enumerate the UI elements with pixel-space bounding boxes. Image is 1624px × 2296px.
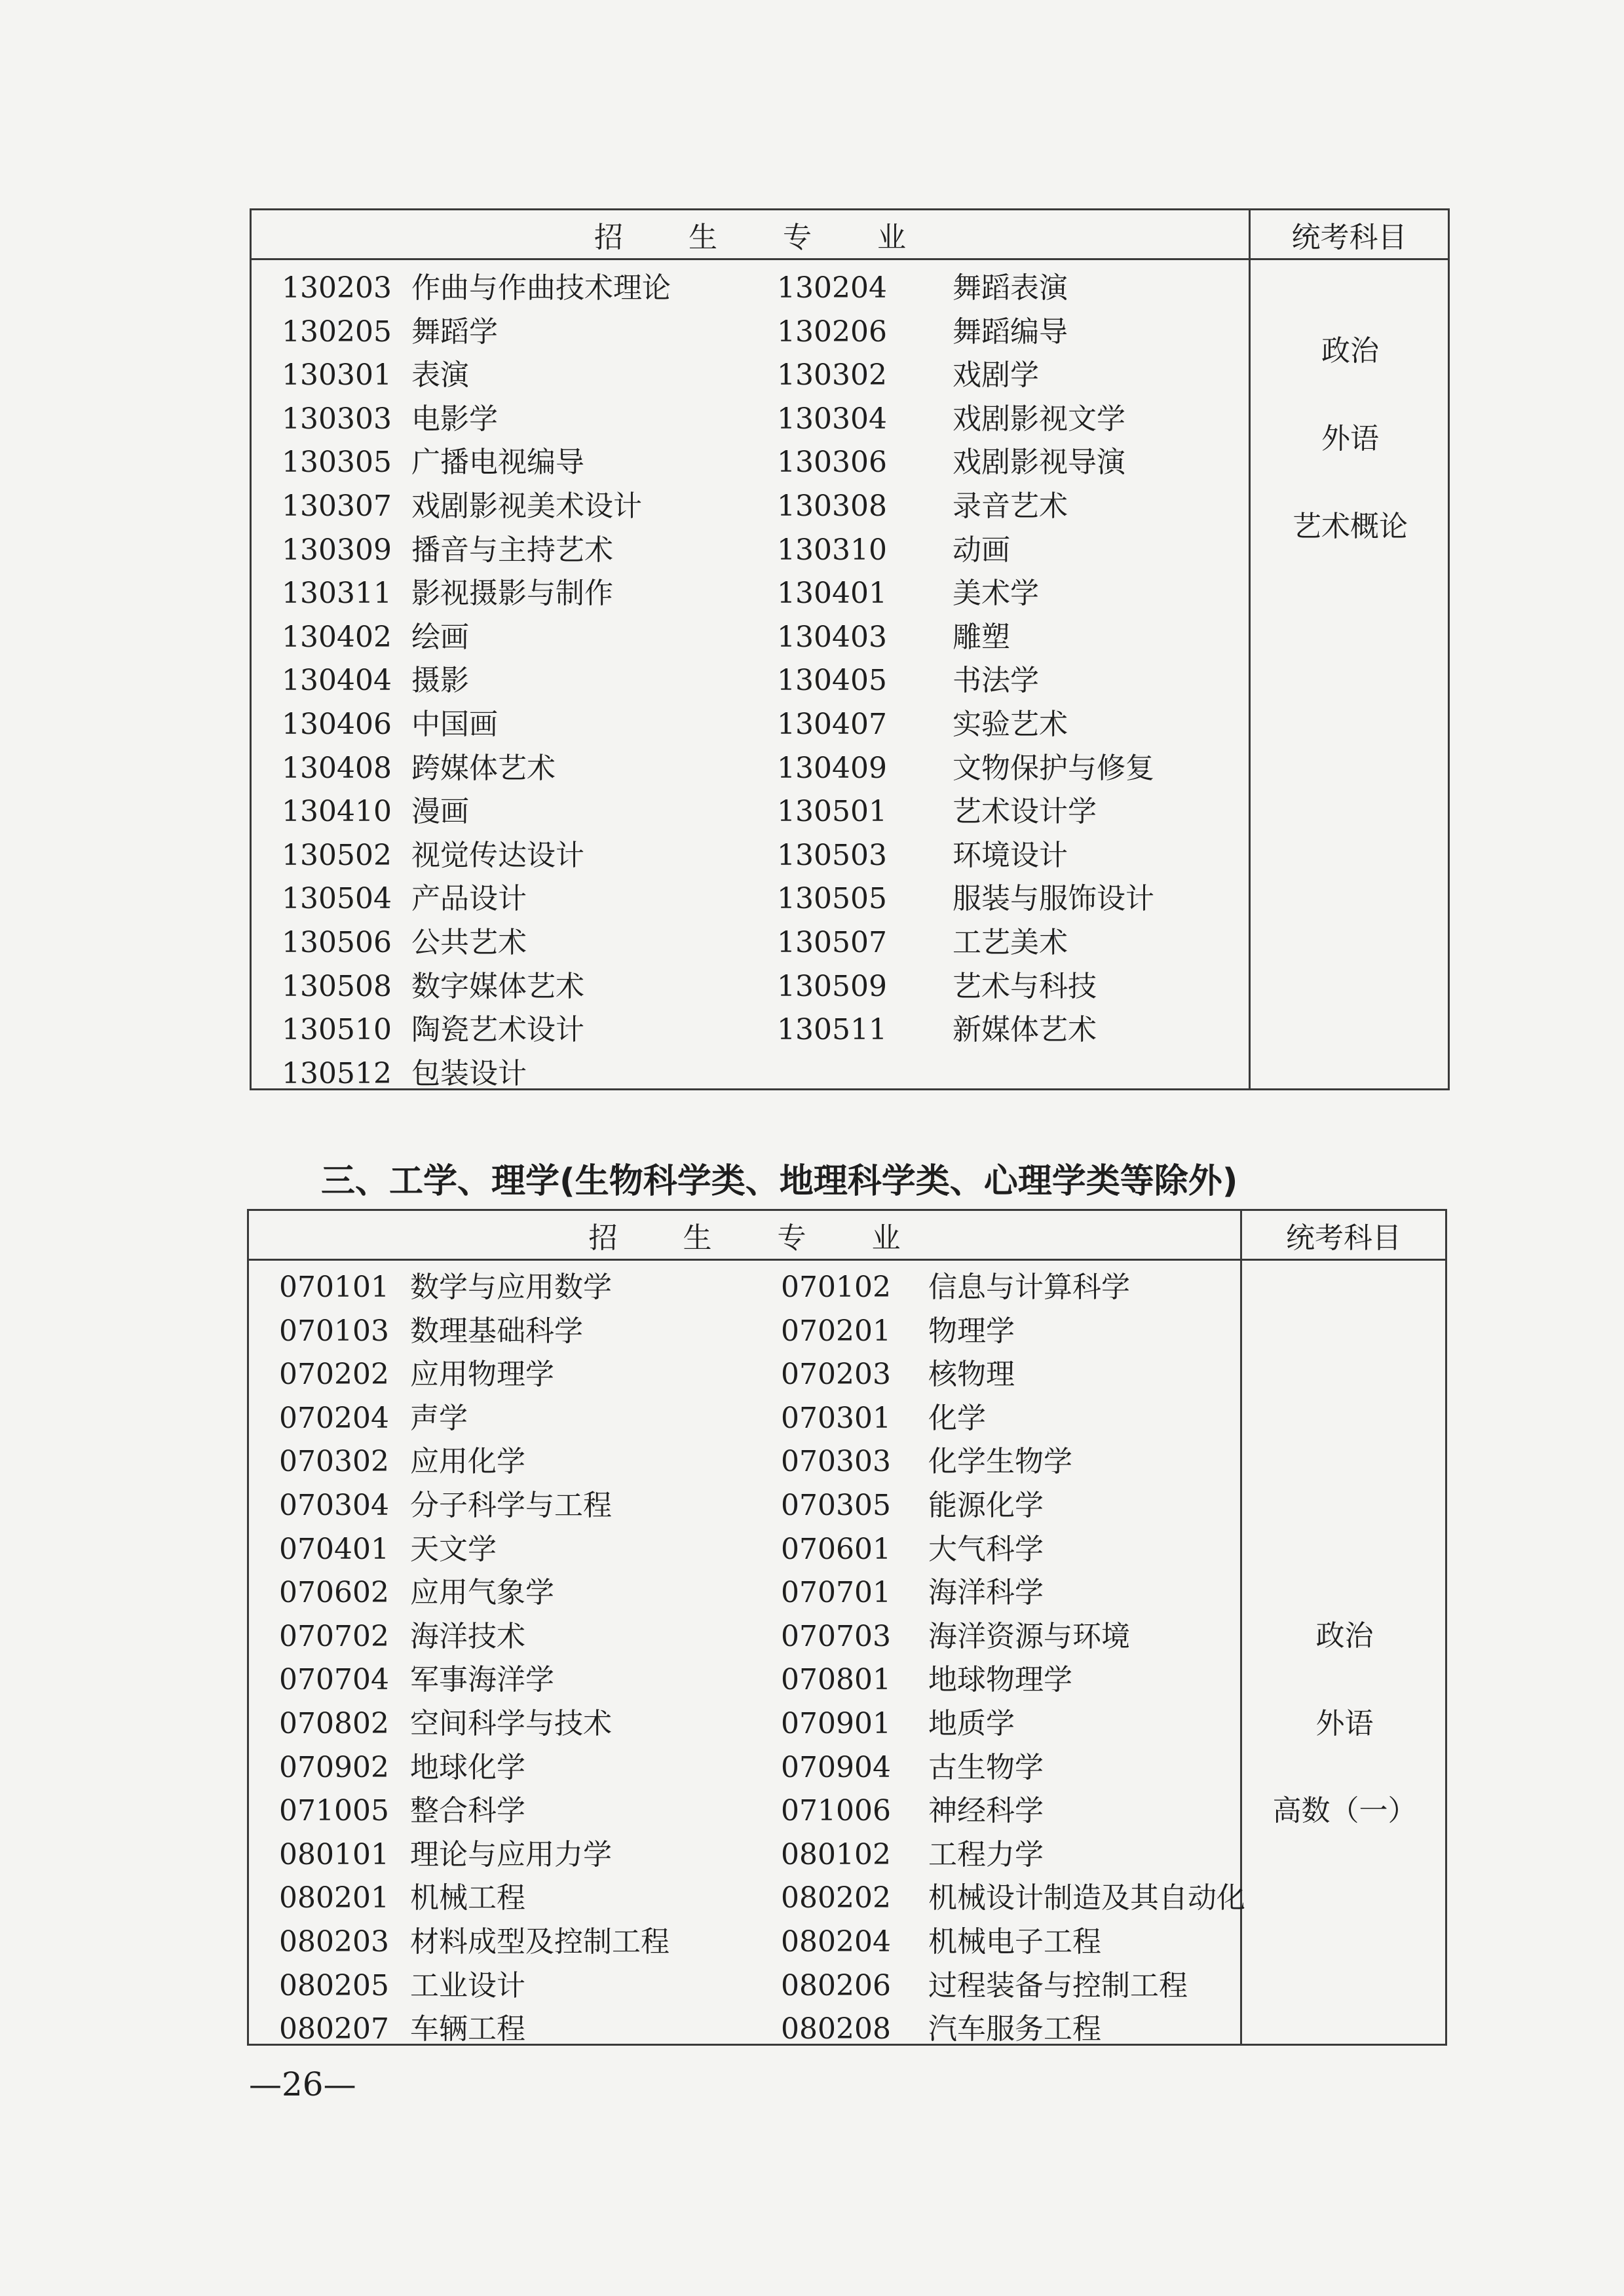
major-code: 070101 [279, 1271, 389, 1304]
major-code: 070601 [781, 1532, 891, 1566]
major-code: 130503 [777, 838, 887, 872]
major-name: 海洋技术 [410, 1619, 525, 1653]
major-code: 130506 [282, 925, 392, 959]
major-code: 070602 [279, 1576, 389, 1610]
majors-table-arts [250, 208, 1450, 1090]
major-code: 130307 [282, 489, 392, 523]
table-row [249, 1440, 1445, 1484]
table-row [249, 1833, 1445, 1877]
major-code: 080201 [279, 1881, 389, 1915]
table-row [249, 1397, 1445, 1441]
major-name: 中国画 [411, 707, 498, 741]
table-row [249, 1310, 1445, 1354]
major-name: 录音艺术 [953, 489, 1068, 523]
major-code: 070701 [781, 1576, 891, 1610]
major-code: 130401 [777, 577, 887, 611]
major-code: 130206 [777, 315, 887, 349]
table-row [249, 1877, 1445, 1921]
major-code: 130510 [282, 1013, 392, 1047]
table-row [252, 965, 1448, 1009]
table-row [252, 572, 1448, 616]
major-name: 舞蹈编导 [953, 315, 1068, 349]
major-code: 080208 [781, 2012, 891, 2046]
major-name: 机械电子工程 [928, 1924, 1101, 1959]
major-name: 视觉传达设计 [411, 838, 584, 872]
major-code: 070103 [279, 1314, 389, 1348]
major-name: 作曲与作曲技术理论 [411, 271, 671, 305]
table-header [252, 210, 1448, 260]
major-name: 表演 [411, 358, 469, 392]
major-name: 包装设计 [411, 1056, 527, 1090]
major-code: 130502 [282, 838, 392, 872]
major-code: 070704 [279, 1663, 389, 1697]
major-name: 应用气象学 [410, 1576, 554, 1610]
major-name: 播音与主持艺术 [411, 533, 613, 567]
major-name: 过程装备与控制工程 [928, 1968, 1188, 2002]
major-code: 130505 [777, 882, 887, 916]
major-code: 071006 [781, 1794, 891, 1828]
major-code: 070801 [781, 1663, 891, 1697]
subject-foreign-language: 外语 [1315, 1707, 1374, 1740]
major-code: 130311 [282, 577, 392, 611]
header-subjects: 统考科目 [1286, 1221, 1401, 1255]
major-name: 工程力学 [928, 1837, 1044, 1871]
major-name: 军事海洋学 [410, 1663, 554, 1697]
table-row [249, 1353, 1445, 1397]
major-name: 戏剧学 [953, 358, 1039, 392]
table-row [252, 747, 1448, 791]
major-code: 130507 [777, 925, 887, 959]
major-name: 影视摄影与制作 [411, 577, 613, 611]
major-code: 070401 [279, 1532, 389, 1566]
header-majors: 招生专业 [594, 220, 972, 254]
major-name: 工业设计 [410, 1968, 525, 2002]
table-row [252, 616, 1448, 660]
major-code: 130409 [777, 751, 887, 785]
major-name: 能源化学 [928, 1488, 1044, 1522]
major-code: 130308 [777, 489, 887, 523]
major-name: 神经科学 [928, 1794, 1044, 1828]
table-row [249, 2008, 1445, 2052]
table-row [252, 1052, 1448, 1096]
major-code: 070901 [781, 1706, 891, 1740]
major-code: 130408 [282, 751, 392, 785]
major-name: 物理学 [928, 1314, 1015, 1348]
table-row [252, 1008, 1448, 1052]
subject-advanced-math: 高数（一） [1272, 1794, 1417, 1827]
major-name: 机械设计制造及其自动化 [928, 1881, 1245, 1915]
major-code: 130407 [777, 707, 887, 741]
subject-art-theory: 艺术概论 [1293, 510, 1408, 543]
major-code: 130501 [777, 795, 887, 829]
major-name: 戏剧影视美术设计 [411, 489, 642, 523]
major-name: 整合科学 [410, 1794, 525, 1828]
major-code: 130204 [777, 271, 887, 305]
major-name: 古生物学 [928, 1750, 1044, 1784]
major-name: 空间科学与技术 [410, 1706, 612, 1740]
major-code: 130508 [282, 969, 392, 1003]
major-name: 大气科学 [928, 1532, 1044, 1566]
major-code: 070302 [279, 1445, 389, 1479]
major-name: 舞蹈表演 [953, 271, 1068, 305]
page-number: —26— [249, 2065, 356, 2103]
major-code: 080102 [781, 1837, 891, 1871]
major-name: 环境设计 [953, 838, 1068, 872]
major-name: 公共艺术 [411, 925, 527, 959]
major-code: 130504 [282, 882, 392, 916]
major-code: 080101 [279, 1837, 389, 1871]
major-name: 地球化学 [410, 1750, 525, 1784]
table-header [249, 1211, 1445, 1261]
table-row [252, 834, 1448, 878]
major-name: 海洋科学 [928, 1576, 1044, 1610]
majors-table-science-engineering [247, 1209, 1447, 2046]
major-code: 070201 [781, 1314, 891, 1348]
table-row [249, 1921, 1445, 1964]
major-name: 汽车服务工程 [928, 2012, 1101, 2046]
major-name: 戏剧影视导演 [953, 446, 1125, 480]
major-code: 130303 [282, 402, 392, 436]
major-name: 地球物理学 [928, 1663, 1072, 1697]
major-name: 数理基础科学 [410, 1314, 583, 1348]
major-code: 130402 [282, 620, 392, 654]
major-name: 文物保护与修复 [953, 751, 1154, 785]
major-code: 070902 [279, 1750, 389, 1784]
major-name: 书法学 [953, 664, 1039, 698]
major-code: 070904 [781, 1750, 891, 1784]
major-name: 美术学 [953, 577, 1039, 611]
major-code: 130306 [777, 446, 887, 480]
section-title: 三、工学、理学(生物科学类、地理科学类、心理学类等除外) [321, 1162, 1238, 1201]
major-name: 理论与应用力学 [410, 1837, 612, 1871]
table-row [249, 1964, 1445, 2008]
major-code: 130404 [282, 664, 392, 698]
major-code: 130310 [777, 533, 887, 567]
major-code: 070802 [279, 1706, 389, 1740]
major-code: 130305 [282, 446, 392, 480]
major-code: 130205 [282, 315, 392, 349]
major-name: 数字媒体艺术 [411, 969, 584, 1003]
major-name: 声学 [410, 1401, 468, 1435]
major-code: 130511 [777, 1013, 887, 1047]
major-name: 广播电视编导 [411, 446, 584, 480]
major-code: 071005 [279, 1794, 389, 1828]
table-row [249, 1571, 1445, 1615]
table-row [252, 659, 1448, 703]
subject-politics: 政治 [1315, 1619, 1374, 1653]
table-row [252, 877, 1448, 921]
major-name: 分子科学与工程 [410, 1488, 612, 1522]
major-name: 材料成型及控制工程 [410, 1924, 670, 1959]
major-name: 电影学 [411, 402, 498, 436]
major-name: 应用物理学 [410, 1358, 554, 1392]
major-code: 130304 [777, 402, 887, 436]
major-code: 130405 [777, 664, 887, 698]
major-name: 跨媒体艺术 [411, 751, 556, 785]
major-code: 070304 [279, 1488, 389, 1522]
major-code: 130309 [282, 533, 392, 567]
major-code: 070203 [781, 1358, 891, 1392]
major-name: 陶瓷艺术设计 [411, 1013, 584, 1047]
major-name: 机械工程 [410, 1881, 525, 1915]
table-row [252, 790, 1448, 834]
major-code: 130203 [282, 271, 392, 305]
major-name: 摄影 [411, 664, 469, 698]
major-code: 070703 [781, 1619, 891, 1653]
major-code: 130406 [282, 707, 392, 741]
major-name: 戏剧影视文学 [953, 402, 1125, 436]
major-name: 绘画 [411, 620, 469, 654]
major-name: 化学生物学 [928, 1445, 1072, 1479]
major-name: 核物理 [928, 1358, 1015, 1392]
major-code: 130302 [777, 358, 887, 392]
subject-foreign-language: 外语 [1321, 422, 1379, 455]
major-code: 130403 [777, 620, 887, 654]
major-code: 080207 [279, 2012, 389, 2046]
major-code: 080206 [781, 1968, 891, 2002]
header-subjects: 统考科目 [1291, 220, 1407, 254]
major-name: 数学与应用数学 [410, 1271, 612, 1304]
major-code: 080202 [781, 1881, 891, 1915]
table-row [249, 1528, 1445, 1572]
table-row [252, 921, 1448, 965]
major-code: 070204 [279, 1401, 389, 1435]
table-body [252, 267, 1448, 1096]
subject-politics: 政治 [1321, 334, 1379, 368]
table-row [249, 1746, 1445, 1790]
major-code: 130512 [282, 1056, 392, 1090]
major-name: 雕塑 [953, 620, 1010, 654]
major-name: 工艺美术 [953, 925, 1068, 959]
major-name: 车辆工程 [410, 2012, 525, 2046]
major-code: 130410 [282, 795, 392, 829]
major-name: 应用化学 [410, 1445, 525, 1479]
major-name: 海洋资源与环境 [928, 1619, 1130, 1653]
table-row [249, 1658, 1445, 1702]
major-code: 070305 [781, 1488, 891, 1522]
major-name: 艺术与科技 [953, 969, 1097, 1003]
header-majors: 招生专业 [588, 1221, 966, 1255]
table-row [249, 1484, 1445, 1528]
major-code: 070102 [781, 1271, 891, 1304]
major-name: 服装与服饰设计 [953, 882, 1154, 916]
major-code: 130301 [282, 358, 392, 392]
table-row [252, 703, 1448, 747]
table-row [249, 1266, 1445, 1310]
major-name: 天文学 [410, 1532, 497, 1566]
table-row [252, 267, 1448, 311]
major-name: 产品设计 [411, 882, 527, 916]
major-name: 化学 [928, 1401, 986, 1435]
major-code: 070202 [279, 1358, 389, 1392]
major-code: 130509 [777, 969, 887, 1003]
major-code: 080205 [279, 1968, 389, 2002]
major-code: 070702 [279, 1619, 389, 1653]
major-code: 070303 [781, 1445, 891, 1479]
major-name: 舞蹈学 [411, 315, 498, 349]
major-name: 艺术设计学 [953, 795, 1097, 829]
major-name: 新媒体艺术 [953, 1013, 1097, 1047]
major-name: 地质学 [928, 1706, 1015, 1740]
major-code: 080203 [279, 1924, 389, 1959]
major-name: 实验艺术 [953, 707, 1068, 741]
major-code: 070301 [781, 1401, 891, 1435]
major-name: 信息与计算科学 [928, 1271, 1130, 1304]
major-name: 动画 [953, 533, 1010, 567]
major-name: 漫画 [411, 795, 469, 829]
table-body [249, 1266, 1445, 2052]
major-code: 080204 [781, 1924, 891, 1959]
